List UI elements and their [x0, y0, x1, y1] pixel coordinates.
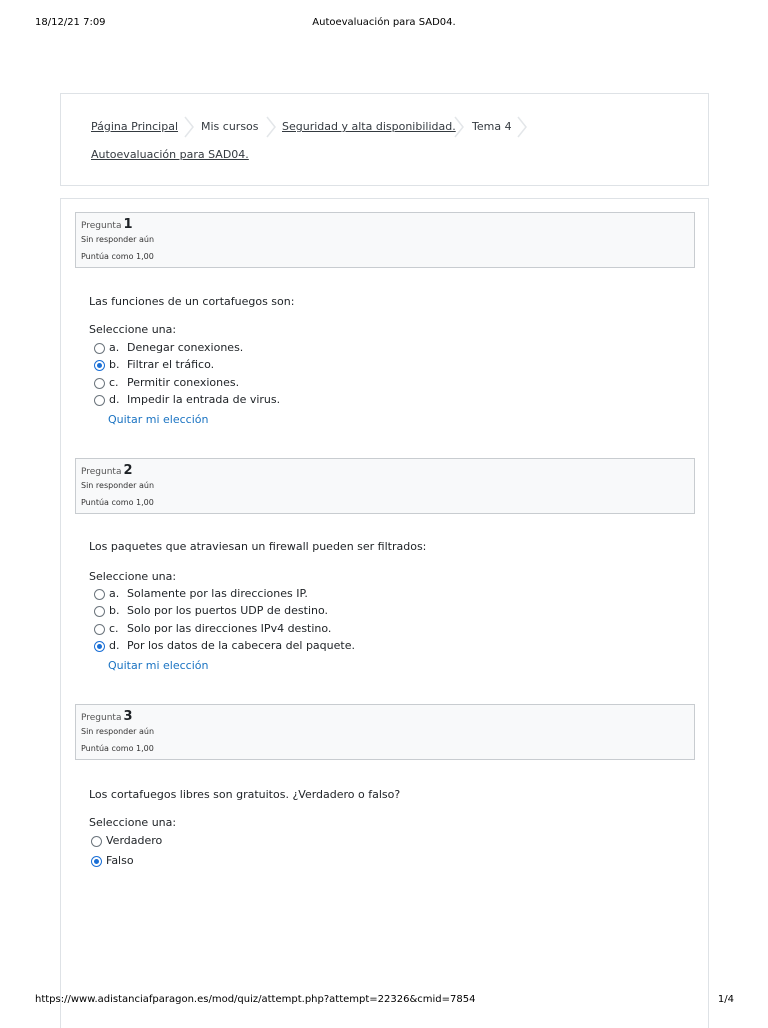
- question-state: Sin responder aún: [81, 481, 155, 490]
- question-text-3: Los cortafuegos libres son gratuitos. ¿Verdadero o falso?: [89, 788, 401, 801]
- option-letter: b.: [109, 604, 120, 617]
- option-text: Verdadero: [106, 834, 163, 847]
- option-text: Filtrar el tráfico.: [127, 358, 215, 371]
- breadcrumb-separator-icon: [184, 116, 194, 138]
- breadcrumb-item-my-courses[interactable]: Mis cursos: [201, 120, 259, 133]
- option-letter: a.: [109, 587, 120, 600]
- answer-prompt-2: Seleccione una:: [89, 570, 177, 583]
- answer-prompt-1: Seleccione una:: [89, 323, 177, 336]
- breadcrumb-separator-icon: [266, 116, 276, 138]
- clear-choice-link-1[interactable]: Quitar mi elección: [108, 413, 209, 426]
- question-info-3: [75, 704, 695, 760]
- breadcrumb-separator-icon: [517, 116, 527, 138]
- print-date: 18/12/21 7:09: [35, 17, 106, 28]
- option-text: Solo por las direcciones IPv4 destino.: [127, 622, 332, 635]
- answer-prompt-3: Seleccione una:: [89, 816, 177, 829]
- radio-button-selected[interactable]: [94, 360, 105, 371]
- breadcrumb-item-course[interactable]: Seguridad y alta disponibilidad.: [282, 120, 456, 133]
- question-text-1: Las funciones de un cortafuegos son:: [89, 295, 295, 308]
- question-number: Pregunta 2: [81, 463, 133, 478]
- option-text: Por los datos de la cabecera del paquete.: [127, 639, 355, 652]
- radio-button-selected[interactable]: [94, 641, 105, 652]
- radio-button[interactable]: [91, 836, 102, 847]
- option-letter: d.: [109, 393, 120, 406]
- option-letter: c.: [109, 622, 119, 635]
- radio-button[interactable]: [94, 343, 105, 354]
- print-header: [0, 17, 768, 31]
- radio-button[interactable]: [94, 589, 105, 600]
- option-letter: c.: [109, 376, 119, 389]
- option-letter: d.: [109, 639, 120, 652]
- breadcrumb-item-topic[interactable]: Tema 4: [472, 120, 512, 133]
- radio-button[interactable]: [94, 624, 105, 635]
- breadcrumb: [60, 93, 709, 186]
- clear-choice-link-2[interactable]: Quitar mi elección: [108, 659, 209, 672]
- radio-button[interactable]: [94, 378, 105, 389]
- question-info-1: [75, 212, 695, 268]
- breadcrumb-item-current[interactable]: Autoevaluación para SAD04.: [91, 148, 249, 161]
- option-text: Denegar conexiones.: [127, 341, 244, 354]
- print-page-number: 1/4: [717, 994, 734, 1005]
- breadcrumb-separator-icon: [454, 116, 464, 138]
- print-url: https://www.adistanciafparagon.es/mod/quiz/attempt.php?attempt=22326&cmid=7854: [35, 994, 476, 1005]
- option-text: Solamente por las direcciones IP.: [127, 587, 308, 600]
- print-title: Autoevaluación para SAD04.: [312, 17, 456, 28]
- option-text: Solo por los puertos UDP de destino.: [127, 604, 329, 617]
- question-grade: Puntúa como 1,00: [81, 252, 154, 261]
- question-number: Pregunta 3: [81, 709, 133, 724]
- radio-button[interactable]: [94, 606, 105, 617]
- breadcrumb-item-home[interactable]: Página Principal: [91, 120, 179, 133]
- radio-button[interactable]: [94, 395, 105, 406]
- question-state: Sin responder aún: [81, 727, 155, 736]
- question-grade: Puntúa como 1,00: [81, 744, 154, 753]
- option-text: Falso: [106, 854, 134, 867]
- option-letter: a.: [109, 341, 120, 354]
- option-letter: b.: [109, 358, 120, 371]
- option-text: Impedir la entrada de virus.: [127, 393, 281, 406]
- question-state: Sin responder aún: [81, 235, 155, 244]
- question-info-2: [75, 458, 695, 514]
- radio-button-selected[interactable]: [91, 856, 102, 867]
- option-text: Permitir conexiones.: [127, 376, 240, 389]
- question-text-2: Los paquetes que atraviesan un firewall pueden ser filtrados:: [89, 540, 427, 553]
- question-grade: Puntúa como 1,00: [81, 498, 154, 507]
- question-number: Pregunta 1: [81, 217, 133, 232]
